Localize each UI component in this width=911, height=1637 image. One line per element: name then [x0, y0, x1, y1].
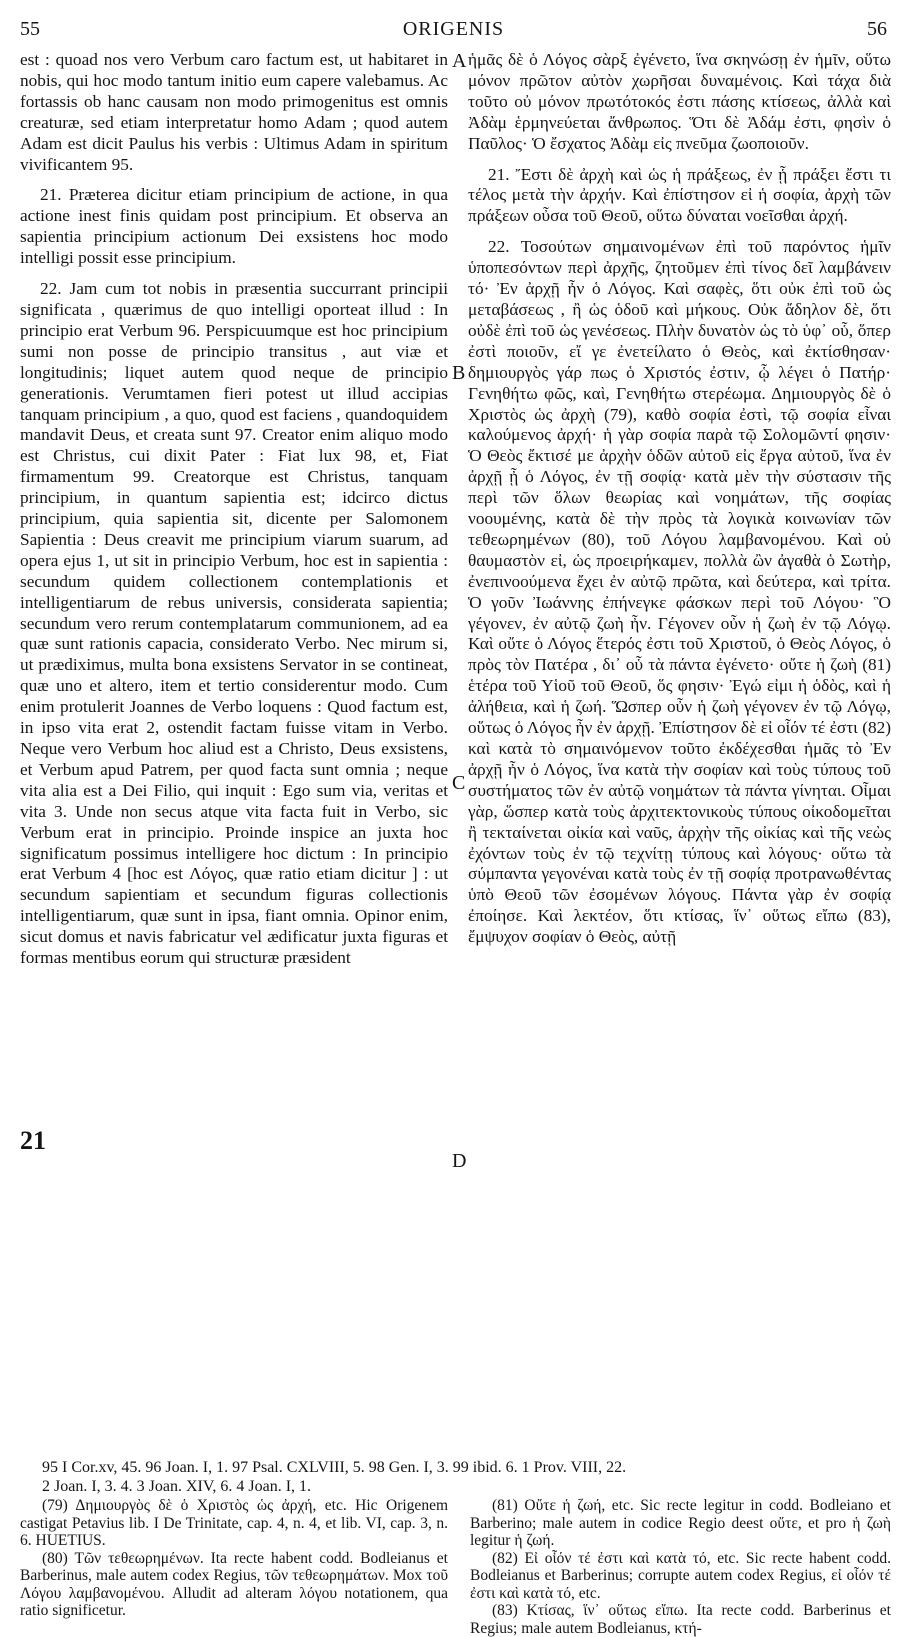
footnotes-left [20, 1497, 448, 1620]
scripture-references-line-2: 2 Joan. I, 3. 4. 3 Joan. XIV, 6. 4 Joan. I, 1. [42, 1478, 312, 1495]
page-number-right: 56 [867, 18, 887, 40]
latin-column [20, 50, 448, 969]
footnote-79: (79) Δημιουργὸς δὲ ὁ Χριστὸς ὡς ἀρχή, etc. Hic Origenem castigat Petavius lib. I De Trinitate, cap. 4, n. 4, et lib. VI, cap. 3, n. 6. HUETIUS. [20, 1497, 448, 1549]
greek-paragraph-22: 22. Τοσούτων σημαινομένων ἐπὶ τοῦ παρόντος ἡμῖν ὑποπεσόντων περὶ ἀρχῆς, ζητοῦμεν ἐπὶ τίνος δεῖ λαμβάνειν τό· Ἐν ἀρχῇ ἦν ὁ Λόγος. Καὶ σαφὲς, ὅτι οὐκ ἐπὶ τοῦ ὡς μεταβάσεως , ἢ ὡς ὁδοῦ καὶ μήκους. Οὐκ ἄδηλον δὲ, ὅτι οὐδὲ ἐπὶ τοῦ ὡς γενέσεως. Πλὴν δυνατὸν ὡς τὸ ὑφ᾽ οὗ, ὅπερ ἐστὶ ποιοῦν, εἴ γε ἐνετείλατο ὁ Θεὸς, καὶ ἐκτίσθησαν· δημιουργὸς γάρ πως ὁ Χριστός ἐστιν, ᾧ λέγει ὁ Πατήρ· Γενηθήτω φῶς, καὶ, Γενηθήτω στερέωμα. Δημιουργὸς δὲ ὁ Χριστὸς ὡς ἀρχὴ (79), καθὸ σοφία ἐστὶ, τῷ σοφία εἶναι καλούμενος ἀρχή· ἡ γὰρ σοφία παρὰ τῷ Σολομῶντί φησιν· Ὁ Θεὸς ἔκτισέ με ἀρχὴν ὁδῶν αὐτοῦ εἰς ἔργα αὐτοῦ, ἵνα ἐν ἀρχῇ ᾖ ὁ Λόγος, ἐν τῇ σοφίᾳ· κατὰ μὲν τὴν σύστασιν τῆς περὶ τῶν ὅλων θεωρίας καὶ νοημάτων, τῆς σοφίας νοουμένης, κατὰ δὲ τὴν πρὸς τὰ λογικὰ κοινωνίαν τῶν τεθεωρημένων (80), τοῦ Λόγου λαμβανομένου. Καὶ οὐ θαυμαστὸν εἰ, ὡς προειρήκαμεν, πολλὰ ὢν ἀγαθὰ ὁ Σωτὴρ, ἐνεπινοούμενα ἔχει ἐν αὐτῷ πρῶτα, καὶ δεύτερα, καὶ τρίτα. Ὁ γοῦν Ἰωάννης ἐπήνεγκε φάσκων περὶ τοῦ Λόγου· Ὃ γέγονεν, ἐν αὐτῷ ζωὴ ἦν. Γέγονεν οὖν ἡ ζωὴ ἐν τῷ Λόγῳ. Καὶ οὔτε ὁ Λόγος ἕτερός ἐστι τοῦ Χριστοῦ, ὁ Θεὸς Λόγος, ὁ πρὸς τὸν Πατέρα , δι᾽ οὗ τὰ πάντα ἐγένετο· οὔτε ἡ ζωὴ (81) ἑτέρα τοῦ Υἱοῦ τοῦ Θεοῦ, ὅς φησιν· Ἐγώ εἰμι ἡ ὁδὸς, καὶ ἡ ἀλήθεια, καὶ ἡ ζωή. Ὥσπερ οὖν ἡ ζωὴ γέγονεν ἐν τῷ Λόγῳ, οὕτως ὁ Λόγος ἦν ἐν ἀρχῇ. Ἐπίστησον δὲ εἰ οἷόν τέ ἐστι (82) καὶ κατὰ τὸ σημαινόμενον τοῦτο ἐκδέχεσθαι ἡμᾶς τὸ Ἐν ἀρχῇ ἦν ὁ Λόγος, ἵνα κατὰ τὴν σοφίαν καὶ τοὺς τύπους τοῦ συστήματος τῶν ἐν αὐτῷ νοημάτων τὰ πάντα γίνηται. Οἶμαι γὰρ, ὥσπερ κατὰ τοὺς ἀρχιτεκτονικοὺς τύπους οἰκοδομεῖται ἢ τεκταίνεται οἰκία καὶ ναῦς, ἀρχὴν τῆς οἰκίας καὶ τῆς νεὼς ἐχόντων τοὺς ἐν τῷ τεχνίτῃ τύπους καὶ λόγους· οὕτω τὰ σύμπαντα γεγονέναι κατὰ τοὺς ἐν τῇ σοφίᾳ προτρανωθέντας ὑπὸ Θεοῦ τῶν ἐσομένων λόγους. Πάντα γὰρ ἐν σοφίᾳ ἐποίησε. Καὶ λεκτέον, ὅτι κτίσας, ἵν᾽ οὕτως εἴπω (83), ἔμψυχον σοφίαν ὁ Θεὸς, αὐτῇ [468, 237, 891, 947]
section-marker-c: C [452, 772, 466, 794]
footnotes-right [470, 1497, 891, 1637]
greek-column [468, 50, 891, 948]
running-title: ORIGENIS [402, 18, 505, 40]
greek-paragraph-continued: ἡμᾶς δὲ ὁ Λόγος σὰρξ ἐγένετο, ἵνα σκηνώσῃ ἐν ἡμῖν, οὕτω μόνον πρῶτον αὐτὸν χωρῆσαι δυναμένοις. Καὶ τάχα διὰ τοῦτο οὐ μόνον πρωτότοκός ἐστι πάσης κτίσεως, ἀλλὰ καὶ Ἀδὰμ ἑρμηνεύεται ἄνθρωπος. Ὅτι δὲ Ἀδάμ ἐστι, φησὶν ὁ Παῦλος· Ὁ ἔσχατος Ἀδὰμ εἰς πνεῦμα ζωοποιοῦν. [468, 50, 891, 153]
scripture-references-line-1: 95 I Cor.xv, 45. 96 Joan. I, 1. 97 Psal. CXLVIII, 5. 98 Gen. I, 3. 99 ibid. 6. 1 Prov. VIII, 22. [42, 1459, 627, 1476]
latin-paragraph-21: 21. Præterea dicitur etiam principium de actione, in qua actione inest finis quidam post principium. Et observa an sapientia principium actionum Dei exsistens hoc modo intelligi possit esse principium. [20, 185, 448, 268]
running-header [20, 18, 887, 42]
footnote-83: (83) Κτίσας, ἵν᾽ οὕτως εἴπω. Ita recte codd. Barberinus et Regius; male autem Bodleianus, κτή- [470, 1602, 891, 1637]
section-marker-a: A [452, 50, 467, 72]
latin-paragraph-continued: est : quoad nos vero Verbum caro factum est, ut habitaret in nobis, qui hoc modo tantum initio eum capere valebamus. Ac fortassis ob hanc causam non modo primogenitus est omnis creaturæ, sed etiam interpretatur homo Adam ; quod autem Adam est dicit Paulus his verbis : Ultimus Adam in spiritum vivificantem 95. [20, 50, 448, 174]
latin-paragraph-22: 22. Jam cum tot nobis in præsentia succurrant principii significata , quærimus de quo intelligi oporteat illud : In principio erat Verbum 96. Perspicuumque est hoc principium sumi non posse de principio transitus , aut viæ et longitudinis; liquet autem quod neque de principio generationis. Verumtamen fieri potest ut illud accipias tanquam principium , a quo, quod est faciens , quandoquidem mandavit Deus, et creata sunt 97. Creator enim aliquo modo est Christus, cui dixit Pater : Fiat lux 98, et, Fiat firmamentum 99. Creatorque est Christus, tanquam principium, in quantum sapientia est; idcirco dictus principium, quia sapientia sit, dicente per Salomonem Sapientia : Deus creavit me principium viarum suarum, ad opera ejus 1, ut sit in principio Verbum, hoc est in sapientia : secundum quidem collectionem contemplationis et intelligentiarum de rebus universis, considerata sapientia; secundum vero rerum contemplatarum communionem, ad ea quæ sunt rationis capacia, considerato Verbo. Nec mirum si, ut prædiximus, multa bona exsistens Servator in se contineat, quæ uno et altero, item et tertio considerentur modo. Cum enim protulerit Joannes de Verbo loquens : Quod factum est, in ipso vita erat 2, ostendit factam fuisse vitam in Verbo. Neque vero Verbum hoc aliud est a Christo, Deus exsistens, et Verbum apud Patrem, per quod facta sunt omnia ; neque vita alia est a Dei Filio, qui inquit : Ego sum via, veritas et vita 3. Unde non secus atque vita facta fuit in Verbo, sic Verbum erat in principio. Proinde inspice an juxta hoc significatum possimus intelligere hoc dictum : In principio erat Verbum 4 [hoc est Λόγος, quæ ratio etiam dicitur ] : ut secundum sapientiam et secundum figuras collectionis intelligentiarum, quæ sunt in ipsa, fiant omnia. Opinor enim, sicut domus et navis fabricatur vel ædificatur juxta figuras et formas mentibus eorum qui structuræ præsident [20, 279, 448, 968]
footnote-80: (80) Τῶν τεθεωρημένων. Ita recte habent codd. Bodleianus et Barberinus, male autem codex Regius, τῶν τεθεωρημάτων. Mox τοῦ Λόγου λαμβανομένου. Alludit ad alteram λόγου notationem, qua ratio significetur. [20, 1549, 448, 1619]
section-marker-d: D [452, 1150, 467, 1172]
footnote-82: (82) Εἰ οἷόν τέ ἐστι καὶ κατὰ τό, etc. Sic recte habent codd. Bodleianus et Barberinus; corrupte autem codex Regius, εἰ οἷόν τέ ἐστι καὶ κατὰ τό, etc. [470, 1549, 891, 1602]
page-number-left: 55 [20, 18, 40, 40]
greek-paragraph-21: 21. Ἔστι δὲ ἀρχὴ καὶ ὡς ἡ πράξεως, ἐν ᾗ πράξει ἔστι τι τέλος μετὰ τὴν ἀρχήν. Καὶ ἐπίστησον εἰ ἡ σοφία, ἀρχὴ τῶν πράξεων οὖσα τοῦ Θεοῦ, οὕτω δύναται νοεῖσθαι ἀρχή. [468, 164, 891, 226]
footnote-81: (81) Οὔτε ἡ ζωή, etc. Sic recte legitur in codd. Bodleiano et Barberino; male autem in codice Regio deest οὔτε, et pro ἡ ζωὴ legitur ἡ ζωή. [470, 1497, 891, 1549]
section-marker-b: B [452, 362, 466, 384]
column-number-21: 21 [20, 1126, 46, 1155]
scripture-references [42, 1458, 892, 1496]
